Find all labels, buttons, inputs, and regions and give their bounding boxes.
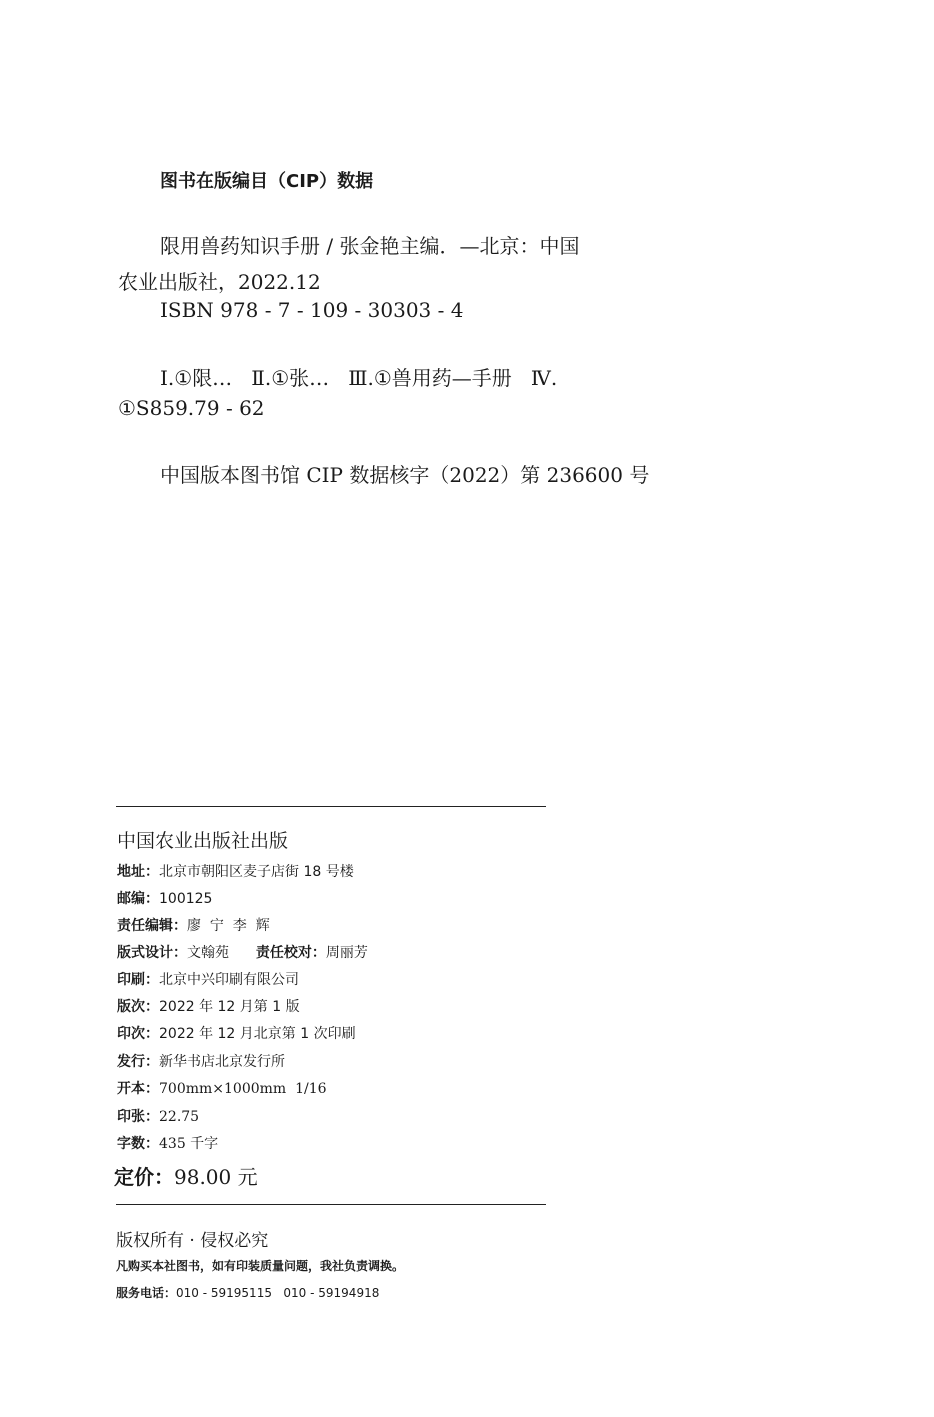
format-label: 开本： bbox=[117, 1081, 159, 1097]
address-value: 北京市朝阳区麦子店街 18 号楼 bbox=[159, 864, 354, 880]
imprint-printer-row bbox=[117, 969, 299, 989]
proof-value: 周丽芳 bbox=[325, 945, 368, 961]
postcode-value: 100125 bbox=[159, 891, 213, 907]
imprint-bottom-rule bbox=[116, 1204, 546, 1205]
imprint-edition-row bbox=[117, 996, 300, 1016]
printer-label: 印刷： bbox=[117, 972, 159, 988]
distributor-value: 新华书店北京发行所 bbox=[159, 1054, 285, 1070]
phone-label: 服务电话： bbox=[116, 1286, 177, 1300]
words-value: 435 千字 bbox=[159, 1136, 219, 1152]
phone-value: 010 - 59195115 010 - 59194918 bbox=[176, 1286, 380, 1300]
address-label: 地址： bbox=[117, 864, 159, 880]
cip-heading: 图书在版编目（CIP）数据 bbox=[160, 171, 374, 192]
service-phone-row bbox=[116, 1284, 379, 1301]
editor-value: 廖 宁 李 辉 bbox=[187, 918, 270, 934]
imprint-postcode-row bbox=[117, 888, 212, 908]
proof-label: 责任校对： bbox=[255, 945, 326, 961]
cip-isbn-line: ISBN 978 - 7 - 109 - 30303 - 4 bbox=[160, 298, 464, 322]
cip-publisher-line: 农业出版社，2022.12 bbox=[118, 270, 321, 294]
impression-label: 印次： bbox=[117, 1026, 159, 1042]
sheets-value: 22.75 bbox=[159, 1109, 200, 1125]
design-label: 版式设计： bbox=[117, 945, 187, 961]
editor-label: 责任编辑： bbox=[117, 918, 187, 934]
imprint-address-row bbox=[117, 861, 354, 881]
edition-value: 2022 年 12 月第 1 版 bbox=[159, 999, 300, 1015]
imprint-impression-row bbox=[117, 1023, 356, 1043]
printer-value: 北京中兴印刷有限公司 bbox=[159, 972, 299, 988]
imprint-top-rule bbox=[116, 806, 546, 807]
imprint-sheets-row bbox=[117, 1106, 199, 1126]
imprint-price-row bbox=[114, 1161, 258, 1190]
format-value: 700mm×1000mm 1/16 bbox=[159, 1081, 327, 1097]
imprint-format-row bbox=[117, 1078, 327, 1098]
postcode-label: 邮编： bbox=[117, 891, 159, 907]
cip-classification-line-1: Ⅰ.①限… Ⅱ.①张… Ⅲ.①兽用药—手册 Ⅳ. bbox=[160, 366, 558, 390]
impression-value: 2022 年 12 月北京第 1 次印刷 bbox=[159, 1026, 356, 1042]
imprint-publisher: 中国农业出版社出版 bbox=[117, 830, 289, 852]
sheets-label: 印张： bbox=[117, 1109, 159, 1125]
cip-classification-line-2: ①S859.79 - 62 bbox=[118, 396, 265, 420]
edition-label: 版次： bbox=[117, 999, 159, 1015]
words-label: 字数： bbox=[117, 1136, 159, 1152]
copyright-notice: 版权所有 · 侵权必究 bbox=[116, 1231, 269, 1251]
distributor-label: 发行： bbox=[117, 1054, 159, 1070]
design-value: 文翰苑 bbox=[187, 945, 229, 961]
cip-record-line: 中国版本图书馆 CIP 数据核字（2022）第 236600 号 bbox=[160, 463, 650, 487]
imprint-design-row bbox=[117, 942, 368, 962]
imprint-editor-row bbox=[117, 915, 270, 935]
imprint-distributor-row bbox=[117, 1051, 285, 1071]
return-policy-notice: 凡购买本社图书，如有印装质量问题，我社负责调换。 bbox=[116, 1259, 405, 1273]
price-label: 定价： bbox=[114, 1165, 174, 1189]
cip-title-line: 限用兽药知识手册 / 张金艳主编．—北京：中国 bbox=[160, 234, 580, 258]
price-value: 98.00 元 bbox=[174, 1165, 258, 1189]
imprint-words-row bbox=[117, 1133, 218, 1153]
